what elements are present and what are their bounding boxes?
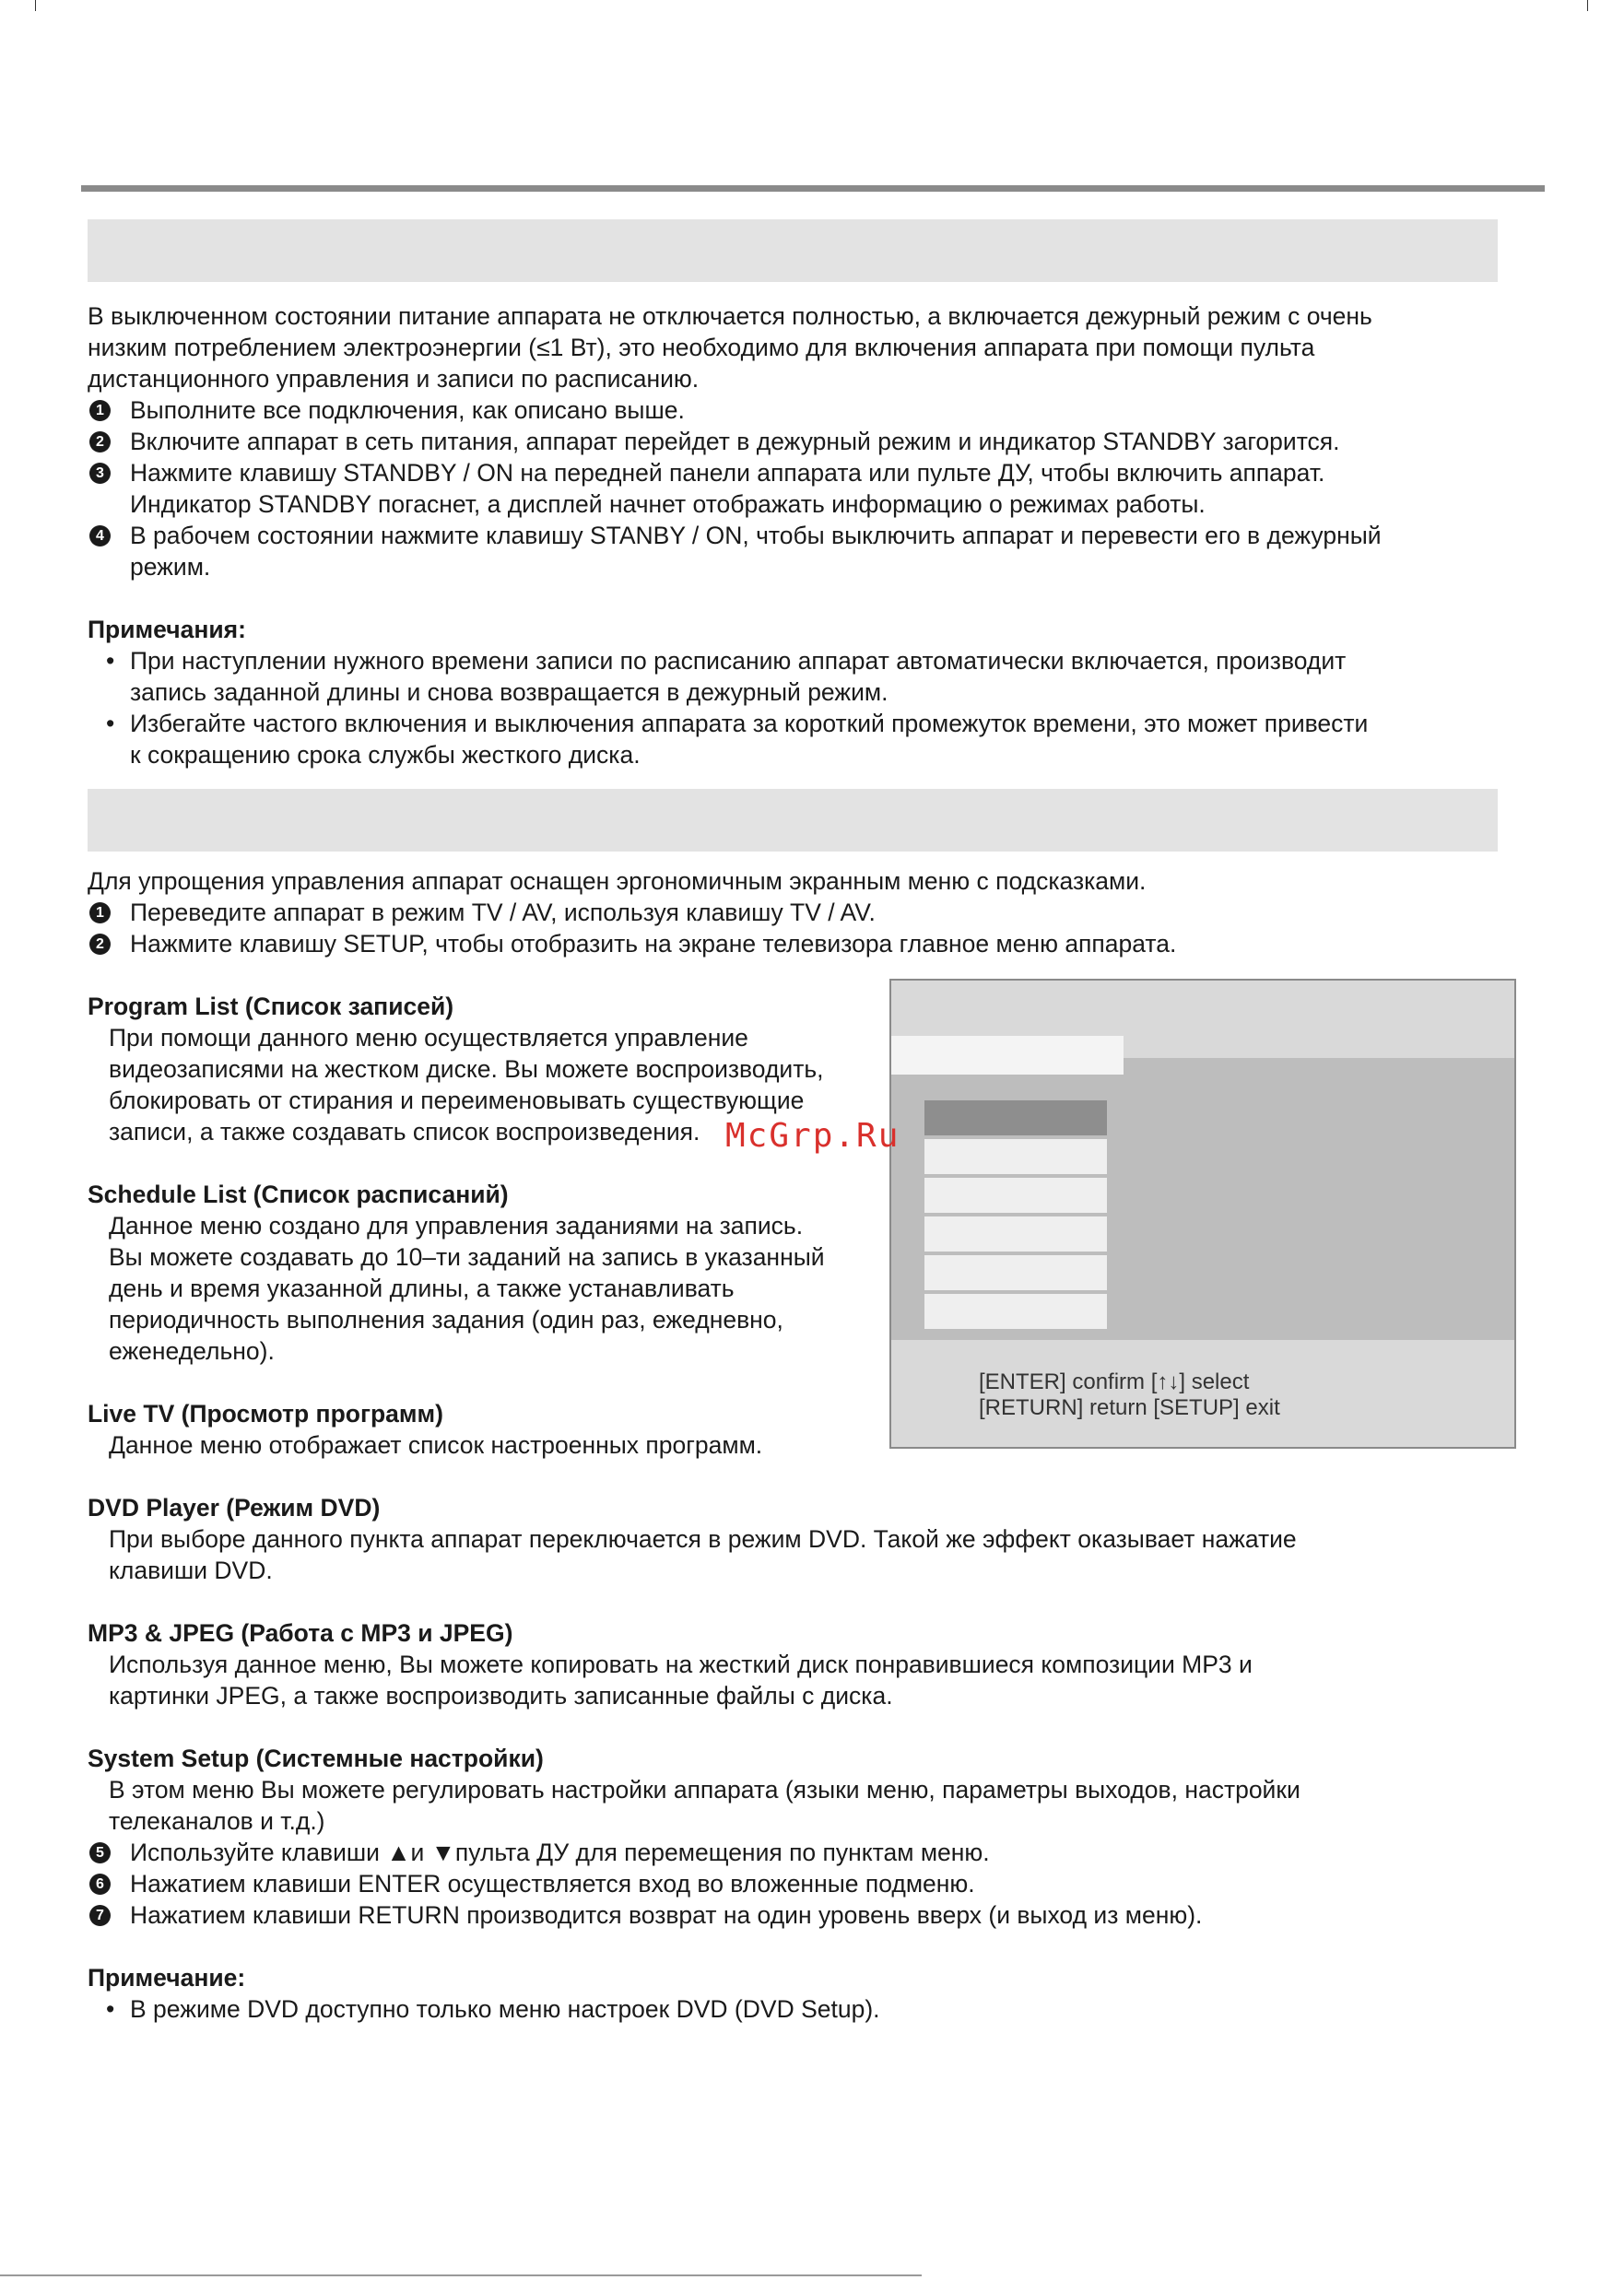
step-number: 1 — [89, 400, 111, 421]
step-4: 4 В рабочем состоянии нажмите клавишу STANBY / ON, чтобы выключить аппарат и перевести его в дежурный — [88, 520, 1382, 551]
notes-heading: Примечания: — [88, 616, 246, 643]
desc-line: Данное меню отображает список настроенных программ. — [109, 1431, 763, 1459]
intro-line: В выключенном состоянии питание аппарата не отключается полностью, а включается дежурный режим с очень — [88, 302, 1372, 330]
step-5: 5 Используйте клавиши ▲и ▼пульта ДУ для перемещения по пунктам меню. — [88, 1837, 1300, 1868]
watermark: McGrp.Ru — [725, 1117, 900, 1155]
live-tv-title: Live TV (Просмотр программ) — [88, 1400, 443, 1428]
intro2-line: Для упрощения управления аппарат оснащен эргономичным экранным меню с подсказками. — [88, 867, 1147, 895]
step-2: 2 Нажмите клавишу SETUP, чтобы отобразить на экране телевизора главное меню аппарата. — [88, 928, 1300, 959]
step-1: 1 Выполните все подключения, как описано выше. — [88, 394, 1382, 426]
desc-line: телеканалов и т.д.) — [109, 1807, 325, 1835]
step-1: 1 Переведите аппарат в режим TV / AV, используя клавишу TV / AV. — [88, 897, 1300, 928]
desc-line: записи, а также создавать список воспроизведения. — [109, 1118, 700, 1146]
step-number: 2 — [89, 431, 111, 452]
step-number: 7 — [89, 1905, 111, 1926]
screen-hint-confirm: [ENTER] confirm [↑↓] select — [979, 1369, 1250, 1394]
desc-line: клавиши DVD. — [109, 1557, 273, 1584]
step-number: 6 — [89, 1874, 111, 1895]
desc-line: Вы можете создавать до 10–ти заданий на запись в указанный — [109, 1243, 825, 1271]
step-number: 5 — [89, 1842, 111, 1863]
section-header-band — [88, 789, 1498, 852]
desc-line: блокировать от стирания и переименовывать существующие — [109, 1087, 805, 1114]
desc-line: При помощи данного меню осуществляется управление — [109, 1024, 748, 1052]
desc-line: день и время указанной длины, а также устанавливать — [109, 1275, 735, 1302]
screen-tab — [891, 1036, 1124, 1075]
menu-item — [924, 1255, 1107, 1290]
note-item-cont: к сокращению срока службы жесткого диска. — [130, 741, 641, 769]
step-number: 2 — [89, 934, 111, 955]
step-number: 1 — [89, 902, 111, 923]
note-item: • В режиме DVD доступно только меню настроек DVD (DVD Setup). — [106, 1995, 880, 2023]
crop-mark — [35, 0, 36, 11]
schedule-list-title: Schedule List (Список расписаний) — [88, 1181, 509, 1208]
menu-item — [924, 1216, 1107, 1252]
step-2: 2 Включите аппарат в сеть питания, аппарат перейдет в дежурный режим и индикатор STANDBY загорится. — [88, 426, 1382, 457]
menu-item — [924, 1294, 1107, 1329]
menu-item-selected — [924, 1100, 1107, 1135]
setup-menu-screen — [889, 979, 1516, 1449]
desc-line: Используя данное меню, Вы можете копировать на жесткий диск понравившиеся композиции MP3 и — [109, 1651, 1253, 1678]
step-3-cont: Индикатор STANDBY погаснет, а дисплей начнет отображать информацию о режимах работы. — [130, 490, 1206, 518]
desc-line: В этом меню Вы можете регулировать настройки аппарата (языки меню, параметры выходов, настройки — [109, 1776, 1300, 1804]
desc-line: еженедельно). — [109, 1337, 275, 1365]
section-header-band — [88, 219, 1498, 282]
bottom-rule — [0, 2274, 922, 2276]
desc-line: Данное меню создано для управления заданиями на запись. — [109, 1212, 804, 1240]
dvd-player-title: DVD Player (Режим DVD) — [88, 1494, 381, 1522]
desc-line: При выборе данного пункта аппарат переключается в режим DVD. Такой же эффект оказывает нажатие — [109, 1525, 1297, 1553]
step-number: 4 — [89, 525, 111, 546]
screen-hint-return: [RETURN] return [SETUP] exit — [979, 1395, 1280, 1420]
mp3-jpeg-title: MP3 & JPEG (Работа с MP3 и JPEG) — [88, 1619, 513, 1647]
system-setup-title: System Setup (Системные настройки) — [88, 1745, 544, 1772]
note-item: • Избегайте частого включения и выключения аппарата за короткий промежуток времени, это может привести — [106, 710, 1369, 737]
intro-line: дистанционного управления и записи по расписанию. — [88, 365, 700, 393]
top-rule — [81, 185, 1545, 192]
note-item-cont: запись заданной длины и снова возвращается в дежурный режим. — [130, 678, 888, 706]
note-item: • При наступлении нужного времени записи по расписанию аппарат автоматически включается, производит — [106, 647, 1347, 675]
desc-line: картинки JPEG, а также воспроизводить записанные файлы с диска. — [109, 1682, 893, 1710]
section-power — [88, 300, 1382, 770]
step-3: 3 Нажмите клавишу STANDBY / ON на передней панели аппарата или пульте ДУ, чтобы включить аппарат. — [88, 457, 1382, 488]
desc-line: периодичность выполнения задания (один раз, ежедневно, — [109, 1306, 783, 1334]
menu-item — [924, 1139, 1107, 1174]
step-4-cont: режим. — [130, 553, 211, 581]
desc-line: видеозаписями на жестком диске. Вы можете воспроизводить, — [109, 1055, 824, 1083]
step-7: 7 Нажатием клавиши RETURN производится возврат на один уровень вверх (и выход из меню). — [88, 1899, 1300, 1931]
note-heading: Примечание: — [88, 1964, 246, 1992]
program-list-title: Program List (Список записей) — [88, 993, 454, 1020]
step-6: 6 Нажатием клавиши ENTER осуществляется вход во вложенные подменю. — [88, 1868, 1300, 1899]
step-number: 3 — [89, 463, 111, 484]
menu-item — [924, 1178, 1107, 1213]
intro-line: низким потреблением электроэнергии (≤1 Вт), это необходимо для включения аппарата при помощи пульта — [88, 334, 1315, 361]
crop-mark — [1587, 0, 1588, 11]
